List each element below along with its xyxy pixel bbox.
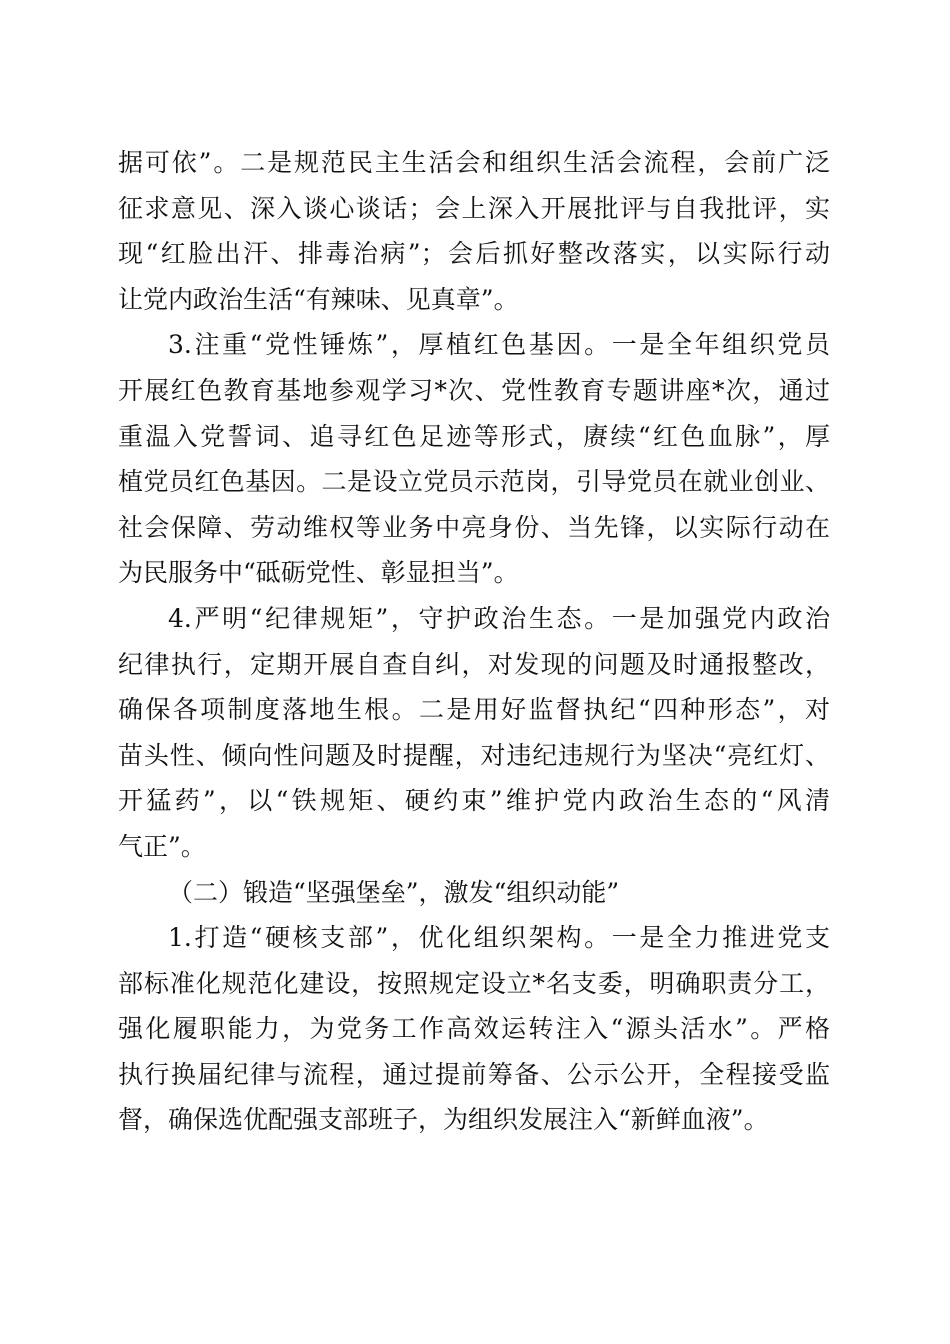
body-line: 确保各项制度落地生根。二是用好监督执纪“四种形态”，对	[118, 695, 830, 725]
paragraph-start-line: 4.严明“纪律规矩”，守护政治生态。一是加强党内政治	[168, 603, 830, 633]
body-line: 督，确保选优配强支部班子，为组织发展注入“新鲜血液”。	[118, 1105, 769, 1135]
body-line: 据可依”。二是规范民主生活会和组织生活会流程，会前广泛	[118, 148, 830, 177]
body-line: 部标准化规范化建设，按照规定设立*名支委，明确职责分工，	[118, 968, 830, 998]
body-line: 开展红色教育基地参观学习*次、党性教育专题讲座*次，通过	[118, 375, 830, 405]
body-line: 开猛药”，以“铁规矩、硬约束”维护党内政治生态的“风清	[118, 786, 830, 816]
paragraph-start-line: 1.打造“硬核支部”，优化组织架构。一是全力推进党支	[168, 923, 830, 953]
body-line: 植党员红色基因。二是设立党员示范岗，引导党员在就业创业、	[118, 467, 830, 497]
paragraph-start-line: 3.注重“党性锤炼”，厚植红色基因。一是全年组织党员	[168, 330, 830, 360]
body-line: 现“红脸出汗、排毒治病”；会后抓好整改落实，以实际行动	[118, 239, 830, 269]
body-line: 社会保障、劳动维权等业务中亮身份、当先锋，以实际行动在	[118, 512, 830, 542]
body-line: 气正”。	[118, 831, 206, 861]
body-line: 重温入党誓词、追寻红色足迹等形式，赓续“红色血脉”，厚	[118, 421, 830, 451]
body-line: 执行换届纪律与流程，通过提前筹备、公示公开，全程接受监	[118, 1059, 830, 1089]
body-line: 纪律执行，定期开展自查自纠，对发现的问题及时通报整改，	[118, 649, 830, 679]
section-heading: （二）锻造“坚强堡垒”，激发“组织动能”	[168, 877, 620, 907]
body-line: 让党内政治生活“有辣味、见真章”。	[118, 284, 519, 314]
body-line: 苗头性、倾向性问题及时提醒，对违纪违规行为坚决“亮红灯、	[118, 740, 830, 770]
document-body	[118, 140, 830, 1143]
body-line: 征求意见、深入谈心谈话；会上深入开展批评与自我批评，实	[118, 193, 830, 223]
body-line: 为民服务中“砥砺党性、彰显担当”。	[118, 558, 519, 588]
body-line: 强化履职能力，为党务工作高效运转注入“源头活水”。严格	[118, 1014, 830, 1044]
